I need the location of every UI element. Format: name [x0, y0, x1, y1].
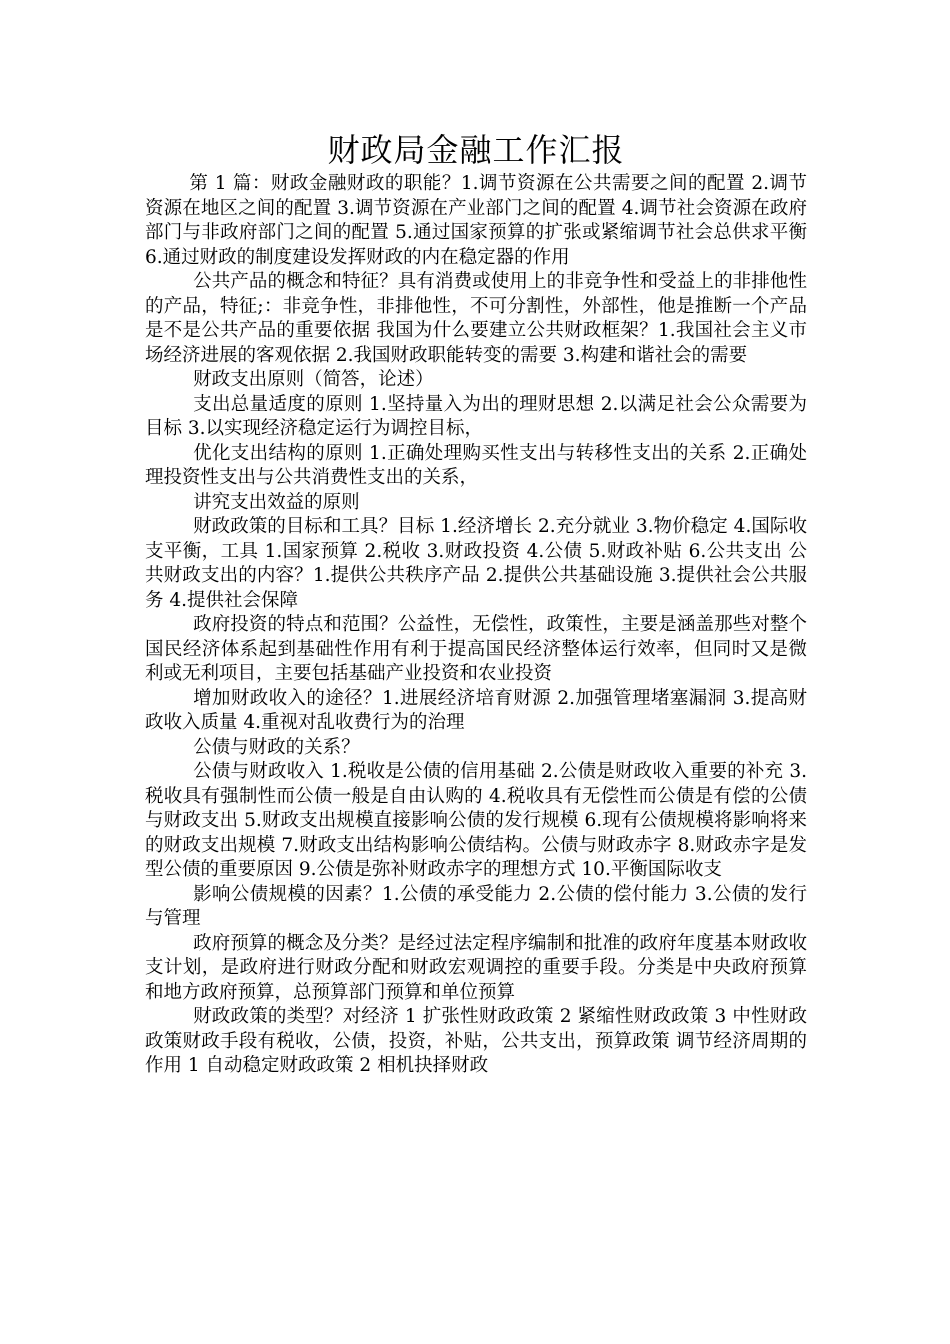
paragraph-government-investment: 政府投资的特点和范围？公益性，无偿性，政策性，主要是涵盖那些对整个国民经济体系起到基础性作用有利于提高国民经济整体运行效率，但同时又是微利或无利项目，主要包括基础产业投资和农业投资: [145, 614, 807, 684]
paragraph-total-expenditure-principle: 支出总量适度的原则 1.坚持量入为出的理财思想 2.以满足社会公众需要为目标 3.以实现经济稳定运行为调控目标，: [145, 393, 807, 439]
document-page: [145, 128, 807, 1079]
paragraph-structure-principle: 优化支出结构的原则 1.正确处理购买性支出与转移性支出的关系 2.正确处理投资性支出与公共消费性支出的关系，: [145, 442, 807, 488]
paragraph-revenue-growth: 增加财政收入的途径？1.进展经济培育财源 2.加强管理堵塞漏洞 3.提高财政收入质量 4.重视对乱收费行为的治理: [145, 687, 807, 733]
paragraph-efficiency-principle: 讲究支出效益的原则: [193, 491, 360, 513]
paragraph-debt-scale-factors: 影响公债规模的因素？1.公债的承受能力 2.公债的偿付能力 3.公债的发行与管理: [145, 883, 807, 929]
paragraph-public-goods: 公共产品的概念和特征？具有消费或使用上的非竞争性和受益上的非排他性的产品，特征;：非竞争性，非排他性，不可分割性，外部性，他是推断一个产品是不是公共产品的重要依据 我国为什么要建立公共财政框架？1.我国社会主义市场经济进展的客观依据 2.我国财政职能转变的需要 3.构建和谐社会的需要: [145, 271, 807, 366]
document-title: 财政局金融工作汇报: [327, 131, 625, 169]
paragraph-fiscal-policy-types: 财政政策的类型？对经济 1 扩张性财政政策 2 紧缩性财政政策 3 中性财政政策财政手段有税收，公债，投资，补贴，公共支出，预算政策 调节经济周期的作用 1 自动稳定财政政策 2 相机抉择财政: [145, 1006, 807, 1076]
paragraph-expenditure-principles-heading: 财政支出原则（简答，论述）: [193, 369, 434, 390]
paragraph-fiscal-policy-goals: 财政政策的目标和工具？目标 1.经济增长 2.充分就业 3.物价稳定 4.国际收支平衡，工具 1.国家预算 2.税收 3.财政投资 4.公债 5.财政补贴 6.公共支出 公共财政支出的内容？1.提供公共秩序产品 2.提供公共基础设施 3.提供社会公共服务 4.提供社会保障: [145, 516, 807, 611]
paragraph-fiscal-functions: 第 1 篇：财政金融财政的职能？1.调节资源在公共需要之间的配置 2.调节资源在地区之间的配置 3.调节资源在产业部门之间的配置 4.调节社会资源在政府部门与非政府部门之间的配置 5.通过国家预算的扩张或紧缩调节社会总供求平衡 6.通过财政的制度建设发挥财政的内在稳定器的作用: [145, 173, 807, 268]
paragraph-public-debt-relations: 公债与财政收入 1.税收是公债的信用基础 2.公债是财政收入重要的补充 3.税收具有强制性而公债一般是自由认购的 4.税收具有无偿性而公债是有偿的公债与财政支出 5.财政支出规模直接影响公债的发行规模 6.现有公债规模将影响将来的财政支出规模 7.财政支出结构影响公债结构。公债与财政赤字 8.财政赤字是发型公债的重要原因 9.公债是弥补财政赤字的理想方式 10.平衡国际收支: [145, 761, 807, 880]
paragraph-government-budget: 政府预算的概念及分类？是经过法定程序编制和批准的政府年度基本财政收支计划，是政府进行财政分配和财政宏观调控的重要手段。分类是中央政府预算和地方政府预算，总预算部门预算和单位预算: [145, 932, 807, 1003]
paragraph-public-debt-heading: 公债与财政的关系？: [193, 736, 360, 758]
